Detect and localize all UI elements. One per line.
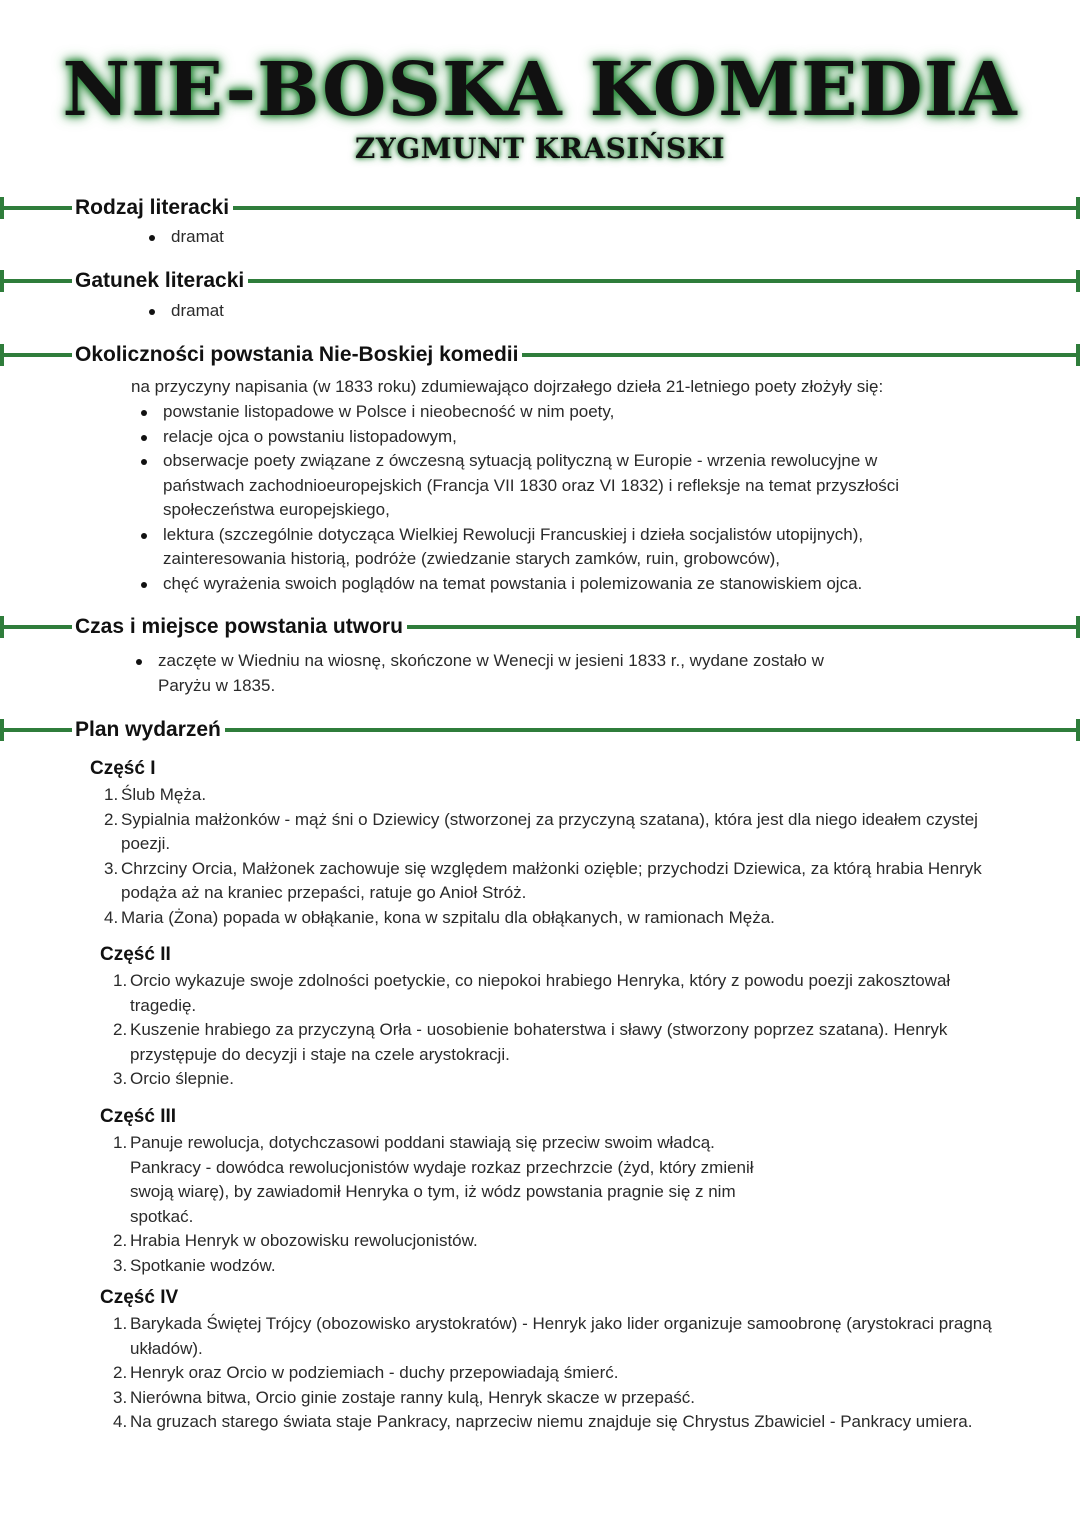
part-title-1: Część I <box>90 758 156 779</box>
divider-cap-left <box>0 197 4 219</box>
document-title: NIE-BOSKA KOMEDIA <box>62 47 1018 133</box>
part-2-list <box>113 969 953 1092</box>
list-item <box>104 857 984 906</box>
list-item <box>113 1386 1003 1411</box>
divider-cap-left <box>0 344 4 366</box>
section-heading: Plan wydarzeń <box>72 716 225 744</box>
list-item <box>104 906 984 931</box>
divider-cap-right <box>1076 344 1080 366</box>
list-item <box>113 1361 1003 1386</box>
section-header-plan <box>0 715 1080 745</box>
list-item <box>113 1018 953 1067</box>
list-item <box>113 969 953 1018</box>
list-item <box>113 1067 953 1092</box>
item-number: 1. <box>113 1314 128 1333</box>
divider-cap-left <box>0 270 4 292</box>
list-item: obserwacje poety związane z ówczesną sytuacją polityczną w Europie - wrzenia rewolucyjne w państwach zachodnioeuropejskich (Francja VII 1830 oraz VI 1832) i refleksje na temat przyszłości społeczeństwa europejskiego, <box>135 449 935 523</box>
section-heading: Czas i miejsce powstania utworu <box>72 613 407 641</box>
item-text: Nierówna bitwa, Orcio ginie zostaje ranny kulą, Henryk skacze w przepaść. <box>130 1387 696 1407</box>
item-number: 3. <box>113 1387 128 1407</box>
list-item <box>113 1254 773 1279</box>
rodzaj-list <box>143 225 1043 250</box>
okolicznosci-list <box>135 400 935 596</box>
list-item <box>113 1312 1003 1361</box>
part-4-list <box>113 1312 1003 1435</box>
item-number: 4. <box>113 1412 128 1431</box>
divider-cap-right <box>1076 719 1080 741</box>
item-number: 3. <box>104 858 119 878</box>
item-number: 1. <box>113 971 128 990</box>
list-item: dramat <box>143 299 1043 324</box>
item-number: 1. <box>104 785 119 804</box>
section-header-gatunek <box>0 266 1080 296</box>
part-title-4: Część IV <box>100 1287 179 1308</box>
divider-cap-left <box>0 616 4 638</box>
list-item: chęć wyrażenia swoich poglądów na temat powstania i polemizowania ze stanowiskiem ojca. <box>135 572 935 597</box>
item-number: 4. <box>104 907 119 927</box>
list-item: relacje ojca o powstaniu listopadowym, <box>135 425 935 450</box>
list-item <box>113 1131 773 1229</box>
section-heading: Okoliczności powstania Nie-Boskiej komedii <box>72 341 522 369</box>
divider-cap-right <box>1076 270 1080 292</box>
divider-cap-left <box>0 719 4 741</box>
item-text: Barykada Świętej Trójcy (obozowisko arystokratów) - Henryk jako lider organizuje samoobronę (arystokraci pragną układów). <box>130 1314 992 1358</box>
item-text: Ślub Męża. <box>121 785 207 804</box>
list-item <box>104 783 984 808</box>
item-text: Orcio wykazuje swoje zdolności poetyckie, co niepokoi hrabiego Henryka, który z powodu poezji zakosztował tragedię. <box>130 971 951 1015</box>
part-1-list <box>104 783 984 930</box>
item-number: 3. <box>113 1255 128 1275</box>
item-text: Hrabia Henryk w obozowisku rewolucjonistów. <box>130 1231 478 1250</box>
list-item <box>104 808 984 857</box>
item-text: Chrzciny Orcia, Małżonek zachowuje się względem małżonki ozięble; przychodzi Dziewica, za którą hrabia Henryk podąża aż na kraniec przepaści, ratuje go Anioł Stróż. <box>121 858 982 902</box>
item-number: 3. <box>113 1069 128 1088</box>
document-author: ZYGMUNT KRASIŃSKI <box>354 132 726 165</box>
item-number: 2. <box>113 1231 128 1250</box>
list-item: lektura (szczególnie dotycząca Wielkiej Rewolucji Francuskiej i dzieła socjalistów utopijnych), zainteresowania historią, podróże (zwiedzanie starych zamków, ruin, grobowców), <box>135 523 935 572</box>
item-text: Orcio ślepnie. <box>130 1069 234 1088</box>
divider-cap-right <box>1076 616 1080 638</box>
list-item: powstanie listopadowe w Polsce i nieobecność w nim poety, <box>135 400 935 425</box>
item-text: Kuszenie hrabiego za przyczyną Orła - uosobienie bohaterstwa i sławy (stworzony poprzez szatana). Henryk przystępuje do decyzji i staje na czele arystokracji. <box>130 1020 948 1064</box>
part-3-list <box>113 1131 773 1278</box>
section-header-okolicznosci <box>0 340 1080 370</box>
item-number: 2. <box>113 1363 128 1382</box>
item-text: Sypialnia małżonków - mąż śni o Dziewicy (stworzonej za przyczyną szatana), która jest dla niego ideałem czystej poezji. <box>121 809 978 853</box>
list-item <box>113 1410 1003 1435</box>
item-text: Spotkanie wodzów. <box>130 1255 276 1275</box>
list-item: zaczęte w Wiedniu na wiosnę, skończone w Wenecji w jesieni 1833 r., wydane zostało w Paryżu w 1835. <box>130 649 870 698</box>
section-heading: Gatunek literacki <box>72 267 248 295</box>
okolicznosci-intro: na przyczyny napisania (w 1833 roku) zdumiewająco dojrzałego dzieła 21-letniego poety złożyły się: <box>131 377 884 396</box>
part-title-3: Część III <box>100 1106 177 1127</box>
section-header-rodzaj <box>0 193 1080 223</box>
divider-cap-right <box>1076 197 1080 219</box>
item-text: Na gruzach starego świata staje Pankracy, naprzeciw niemu znajduje się Chrystus Zbawiciel - Pankracy umiera. <box>130 1412 973 1431</box>
item-text: Panuje rewolucja, dotychczasowi poddani stawiają się przeciw swoim władcą. Pankracy - dowódca rewolucjonistów wydaje rozkaz przechrzcie (żyd, który zmienił swoją wiarę), by zawiadomił Henryka o tym, iż wódz powstania pragnie się z nim spotkać. <box>130 1133 754 1226</box>
item-text: Henryk oraz Orcio w podziemiach - duchy przepowiadają śmierć. <box>130 1363 619 1382</box>
list-item <box>113 1229 773 1254</box>
list-item: dramat <box>143 225 1043 250</box>
section-heading: Rodzaj literacki <box>72 194 233 222</box>
item-number: 2. <box>104 809 119 829</box>
item-text: Maria (Żona) popada w obłąkanie, kona w szpitalu dla obłąkanych, w ramionach Męża. <box>121 907 775 927</box>
czas-list <box>130 649 870 698</box>
item-number: 1. <box>113 1133 128 1152</box>
part-title-2: Część II <box>100 944 171 965</box>
gatunek-list <box>143 299 1043 324</box>
section-header-czas <box>0 612 1080 642</box>
item-number: 2. <box>113 1020 128 1039</box>
